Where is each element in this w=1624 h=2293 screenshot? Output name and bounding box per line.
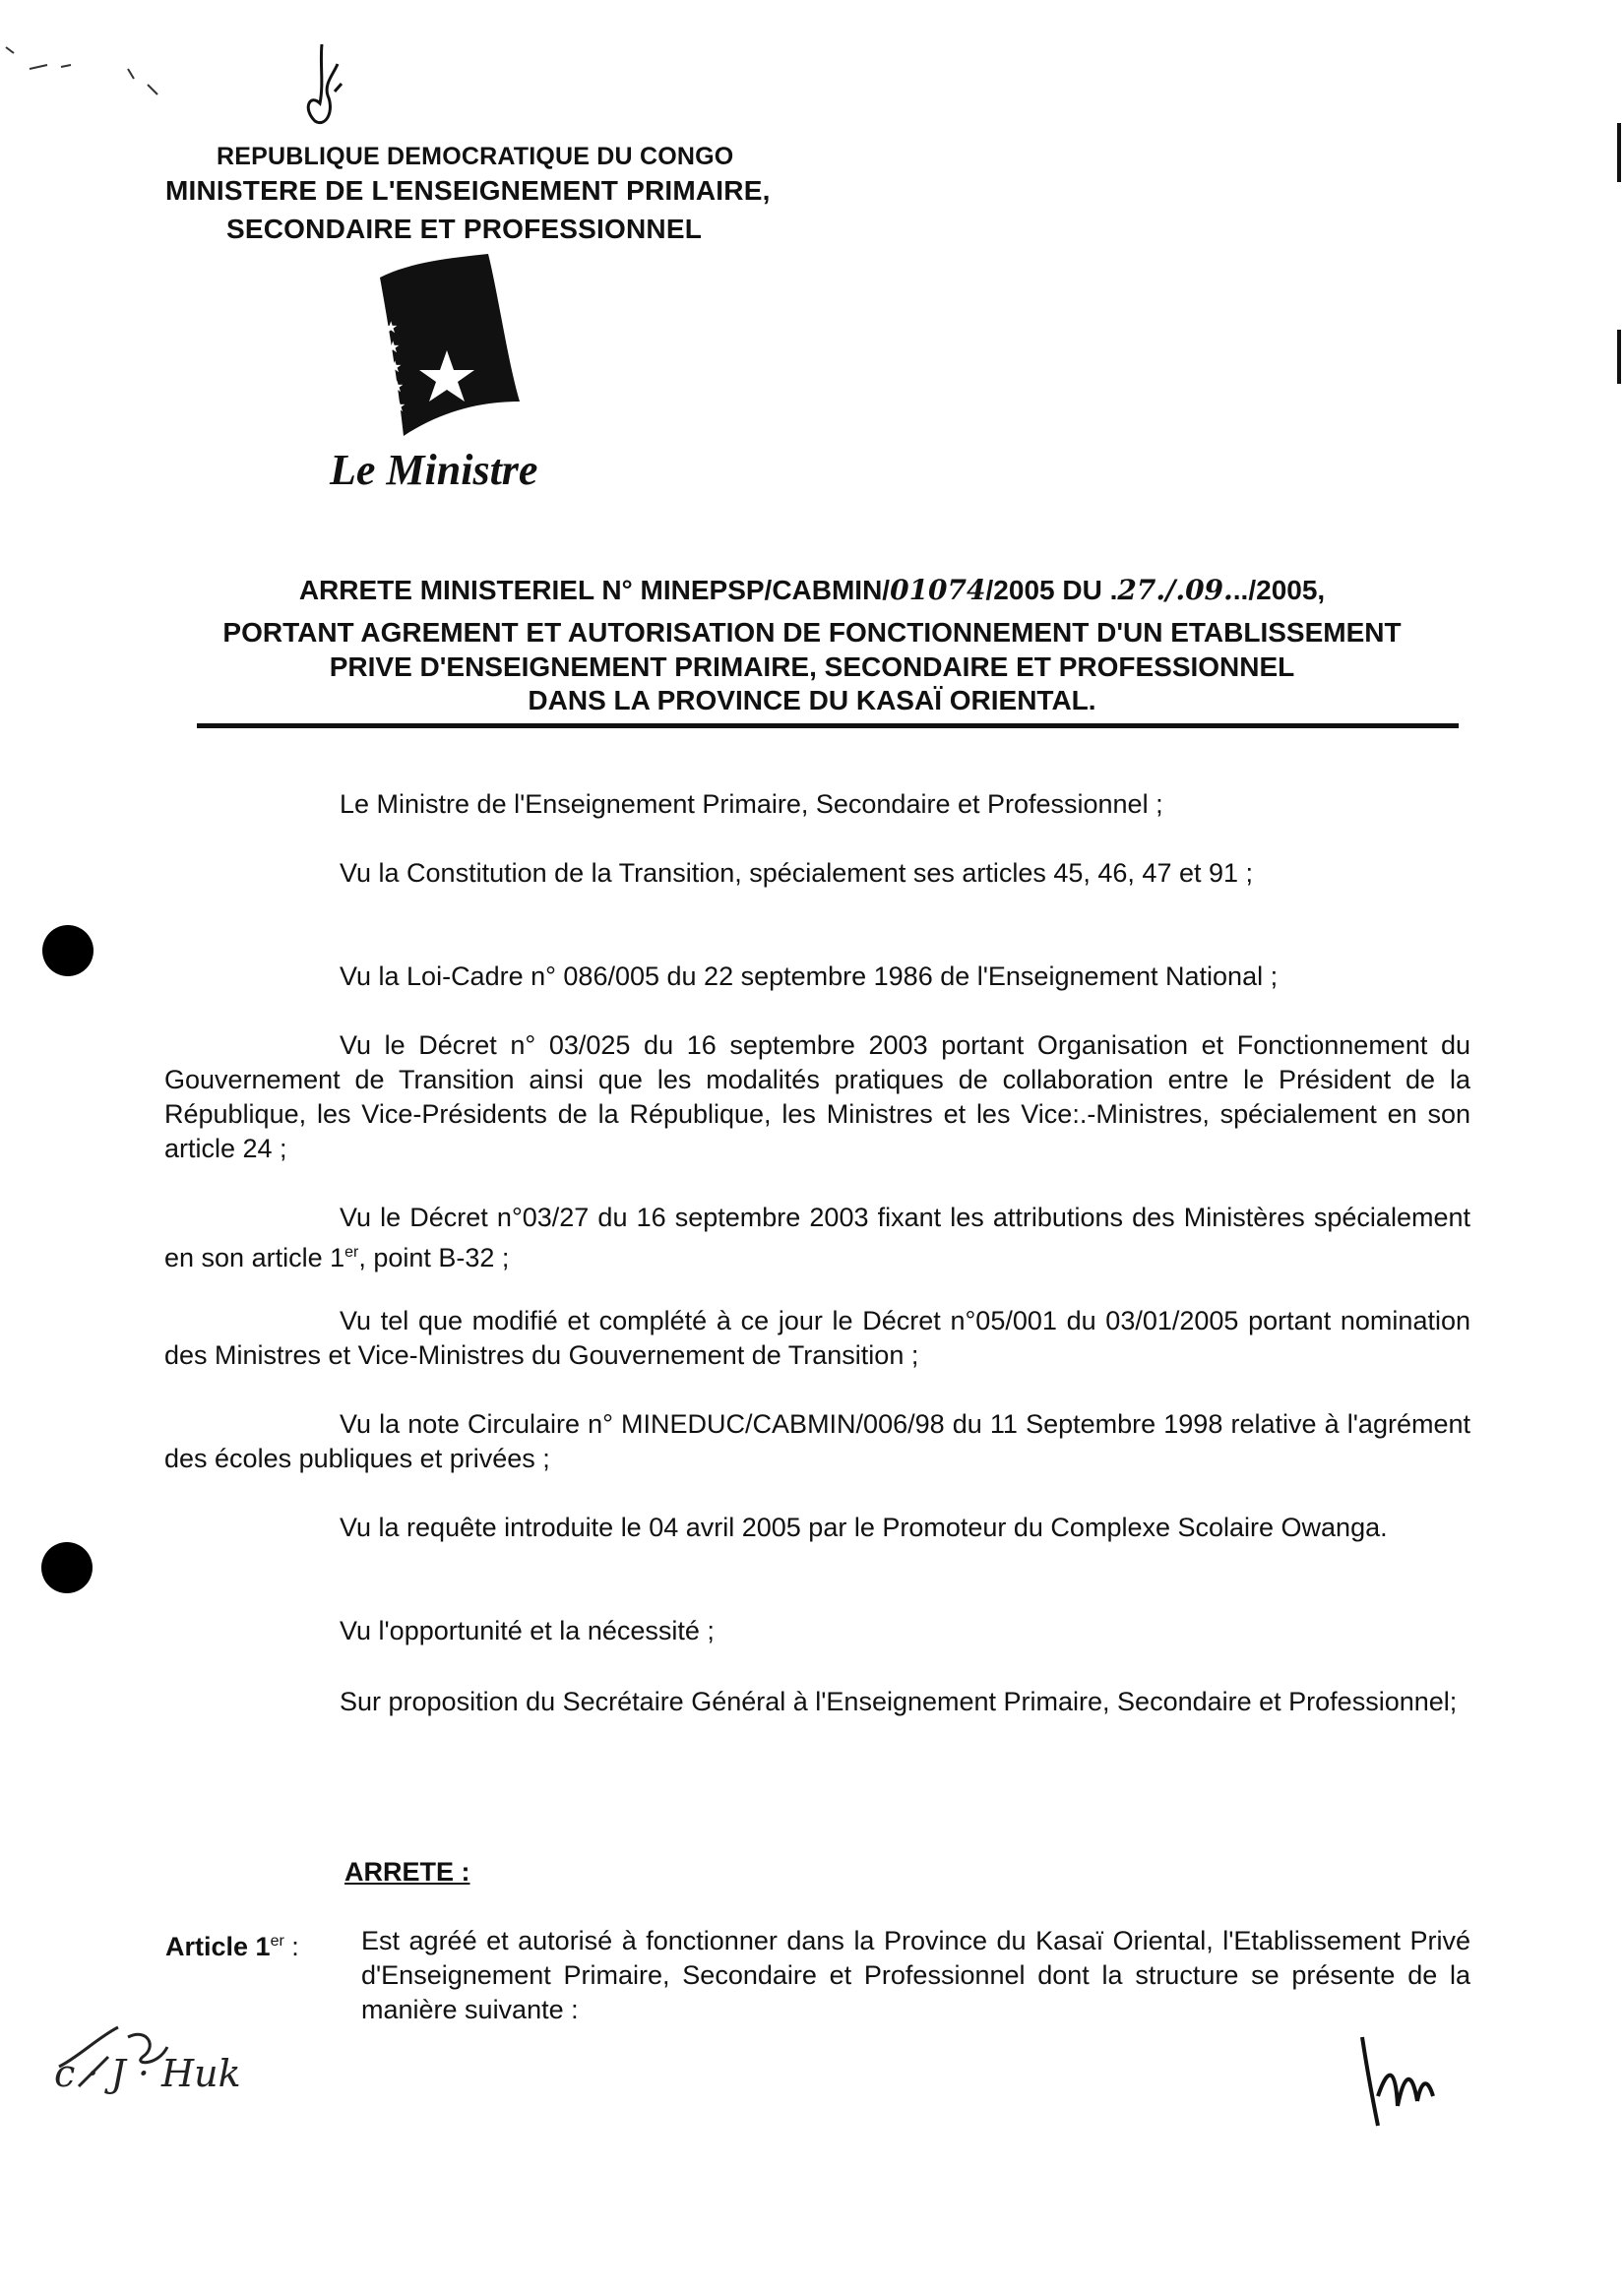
- paragraph-constitution: Vu la Constitution de la Transition, spécialement ses articles 45, 46, 47 et 91 ;: [340, 858, 1254, 888]
- paragraph-decret-27: [164, 1201, 1470, 1275]
- article-1-label: [165, 1924, 362, 1964]
- article-label-sup: er: [270, 1933, 284, 1950]
- decree-title-line4: DANS LA PROVINCE DU KASAÏ ORIENTAL.: [528, 685, 1096, 715]
- svg-text:★: ★: [388, 357, 403, 376]
- decree-title-line3: PRIVE D'ENSEIGNEMENT PRIMAIRE, SECONDAIRE ET PROFESSIONNEL: [329, 651, 1295, 682]
- title-divider: [197, 723, 1459, 728]
- paragraph-decret-05-001: Vu tel que modifié et complété à ce jour le Décret n°05/001 du 03/01/2005 portant nomination des Ministres et Vice-Ministres du Gouvernement de Transition ;: [164, 1306, 1470, 1370]
- scan-edge-mark-1: [1617, 123, 1621, 182]
- margin-note-bottom-left: c · J · Huk: [54, 2052, 241, 2095]
- decree-ref-mid: /2005 DU .: [985, 575, 1118, 605]
- paragraph-requete: Vu la requête introduite le 04 avril 2005 par le Promoteur du Complexe Scolaire Owanga.: [340, 1513, 1388, 1542]
- decree-title-line1: [157, 573, 1467, 607]
- paragraph-loi-cadre: Vu la Loi-Cadre n° 086/005 du 22 septembre 1986 de l'Enseignement National ;: [340, 961, 1279, 991]
- article-label-colon: :: [283, 1932, 299, 1961]
- decret-27-text: Vu le Décret n°03/27 du 16 septembre 2003 fixant les attributions des Ministères spécialement en son article 1: [164, 1203, 1470, 1272]
- decret-27-end: , point B-32 ;: [358, 1243, 510, 1272]
- article-label-text: Article 1: [165, 1932, 271, 1961]
- header-republic: REPUBLIQUE DEMOCRATIQUE DU CONGO: [217, 143, 734, 170]
- decret-27-sup: er: [344, 1244, 359, 1261]
- svg-text:★: ★: [386, 338, 401, 356]
- punch-hole-top: [42, 925, 94, 976]
- decree-ref-prefix: ARRETE MINISTERIEL N° MINEPSP/CABMIN/: [298, 575, 891, 605]
- paragraph-minister: Le Ministre de l'Enseignement Primaire, Secondaire et Professionnel ;: [340, 789, 1163, 819]
- arrete-heading: ARRETE :: [344, 1857, 470, 1887]
- svg-text:★: ★: [384, 318, 399, 337]
- paragraph-opportunite: Vu l'opportunité et la nécessité ;: [340, 1616, 715, 1645]
- paragraph-decret-025: Vu le Décret n° 03/025 du 16 septembre 2003 portant Organisation et Fonctionnement du Gouvernement de Transition ainsi que les modalités pratiques de collaboration entre le Président de la République, les Vice-Présidents de la République, les Ministres et les Vice:.-Ministres, spécialement en son article 24 ;: [164, 1030, 1470, 1163]
- header-ministry: MINISTERE DE L'ENSEIGNEMENT PRIMAIRE,: [165, 175, 771, 206]
- decree-title-line2: PORTANT AGREMENT ET AUTORISATION DE FONCTIONNEMENT D'UN ETABLISSEMENT: [222, 617, 1402, 648]
- scan-marks: [0, 0, 197, 118]
- svg-text:★: ★: [390, 377, 405, 396]
- signature-bottom-right: [1348, 2017, 1447, 2136]
- decree-number-handwritten: 01074: [890, 574, 986, 606]
- article-1-text: Est agréé et autorisé à fonctionner dans la Province du Kasaï Oriental, l'Etablissement Privé d'Enseignement Primaire, Secondaire et Professionnel dont la structure se présente de la manière suivante :: [361, 1926, 1470, 2024]
- minister-title: Le Ministre: [330, 446, 538, 494]
- header-ministry-sub: SECONDAIRE ET PROFESSIONNEL: [226, 214, 703, 244]
- svg-text:★: ★: [392, 397, 406, 415]
- paragraph-proposition: Sur proposition du Secrétaire Général à l'Enseignement Primaire, Secondaire et Professionnel;: [340, 1687, 1458, 1716]
- decree-ref-suffix: ../2005,: [1232, 575, 1326, 605]
- flag-emblem-icon: [372, 254, 530, 436]
- paragraph-note-circulaire: Vu la note Circulaire n° MINEDUC/CABMIN/006/98 du 11 Septembre 1998 relative à l'agrément des écoles publiques et privées ;: [164, 1409, 1470, 1473]
- punch-hole-bottom: [41, 1542, 93, 1593]
- decree-date-handwritten: 27./.09.: [1117, 574, 1233, 606]
- initials-signature-top: [290, 34, 369, 133]
- scan-edge-mark-2: [1617, 330, 1621, 384]
